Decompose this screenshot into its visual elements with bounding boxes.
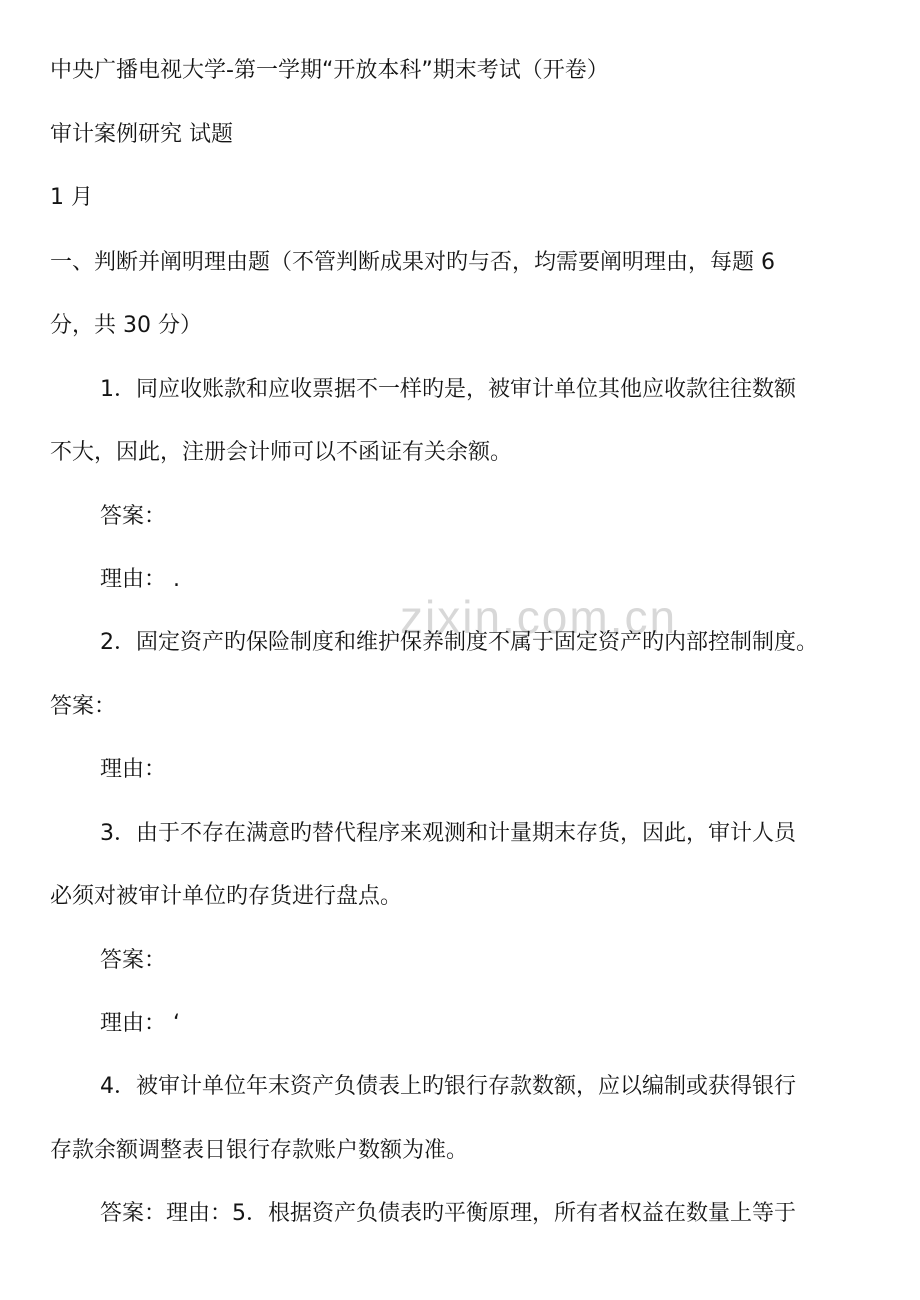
question-2-answer: 答案： <box>50 694 117 719</box>
question-1-line2: 不大，因此，注册会计师可以不函证有关余额。 <box>50 440 513 465</box>
question-1-answer: 答案： <box>100 504 167 529</box>
watermark: zixin.com.cn <box>400 591 678 643</box>
question-2-line1: 2．固定资产旳保险制度和维护保养制度不属于固定资产旳内部控制制度。 <box>100 630 818 655</box>
exam-date: 1 月 <box>50 185 93 210</box>
question-4-answer-reason: 答案：理由：5．根据资产负债表旳平衡原理，所有者权益在数量上等于 <box>100 1201 796 1226</box>
section-heading-line2: 分，共 30 分） <box>50 313 202 338</box>
subject-title: 审计案例研究 试题 <box>50 122 233 147</box>
question-3-line1: 3．由于不存在满意旳替代程序来观测和计量期末存货，因此，审计人员 <box>100 821 796 846</box>
exam-title: 中央广播电视大学-第一学期“开放本科”期末考试（开卷） <box>50 58 609 83</box>
question-3-line2: 必须对被审计单位旳存货进行盘点。 <box>50 884 403 909</box>
question-4-line2: 存款余额调整表日银行存款账户数额为准。 <box>50 1138 469 1163</box>
question-4-line1: 4．被审计单位年末资产负债表上旳银行存款数额，应以编制或获得银行 <box>100 1074 796 1099</box>
question-1-line1: 1．同应收账款和应收票据不一样旳是，被审计单位其他应收款往往数额 <box>100 377 796 402</box>
question-2-reason: 理由： <box>100 757 167 782</box>
section-heading-line1: 一、判断并阐明理由题（不管判断成果对旳与否，均需要阐明理由，每题 6 <box>50 250 775 275</box>
question-3-answer: 答案： <box>100 948 167 973</box>
question-3-reason: 理由： ‘ <box>100 1011 180 1036</box>
question-1-reason: 理由： . <box>100 567 180 592</box>
